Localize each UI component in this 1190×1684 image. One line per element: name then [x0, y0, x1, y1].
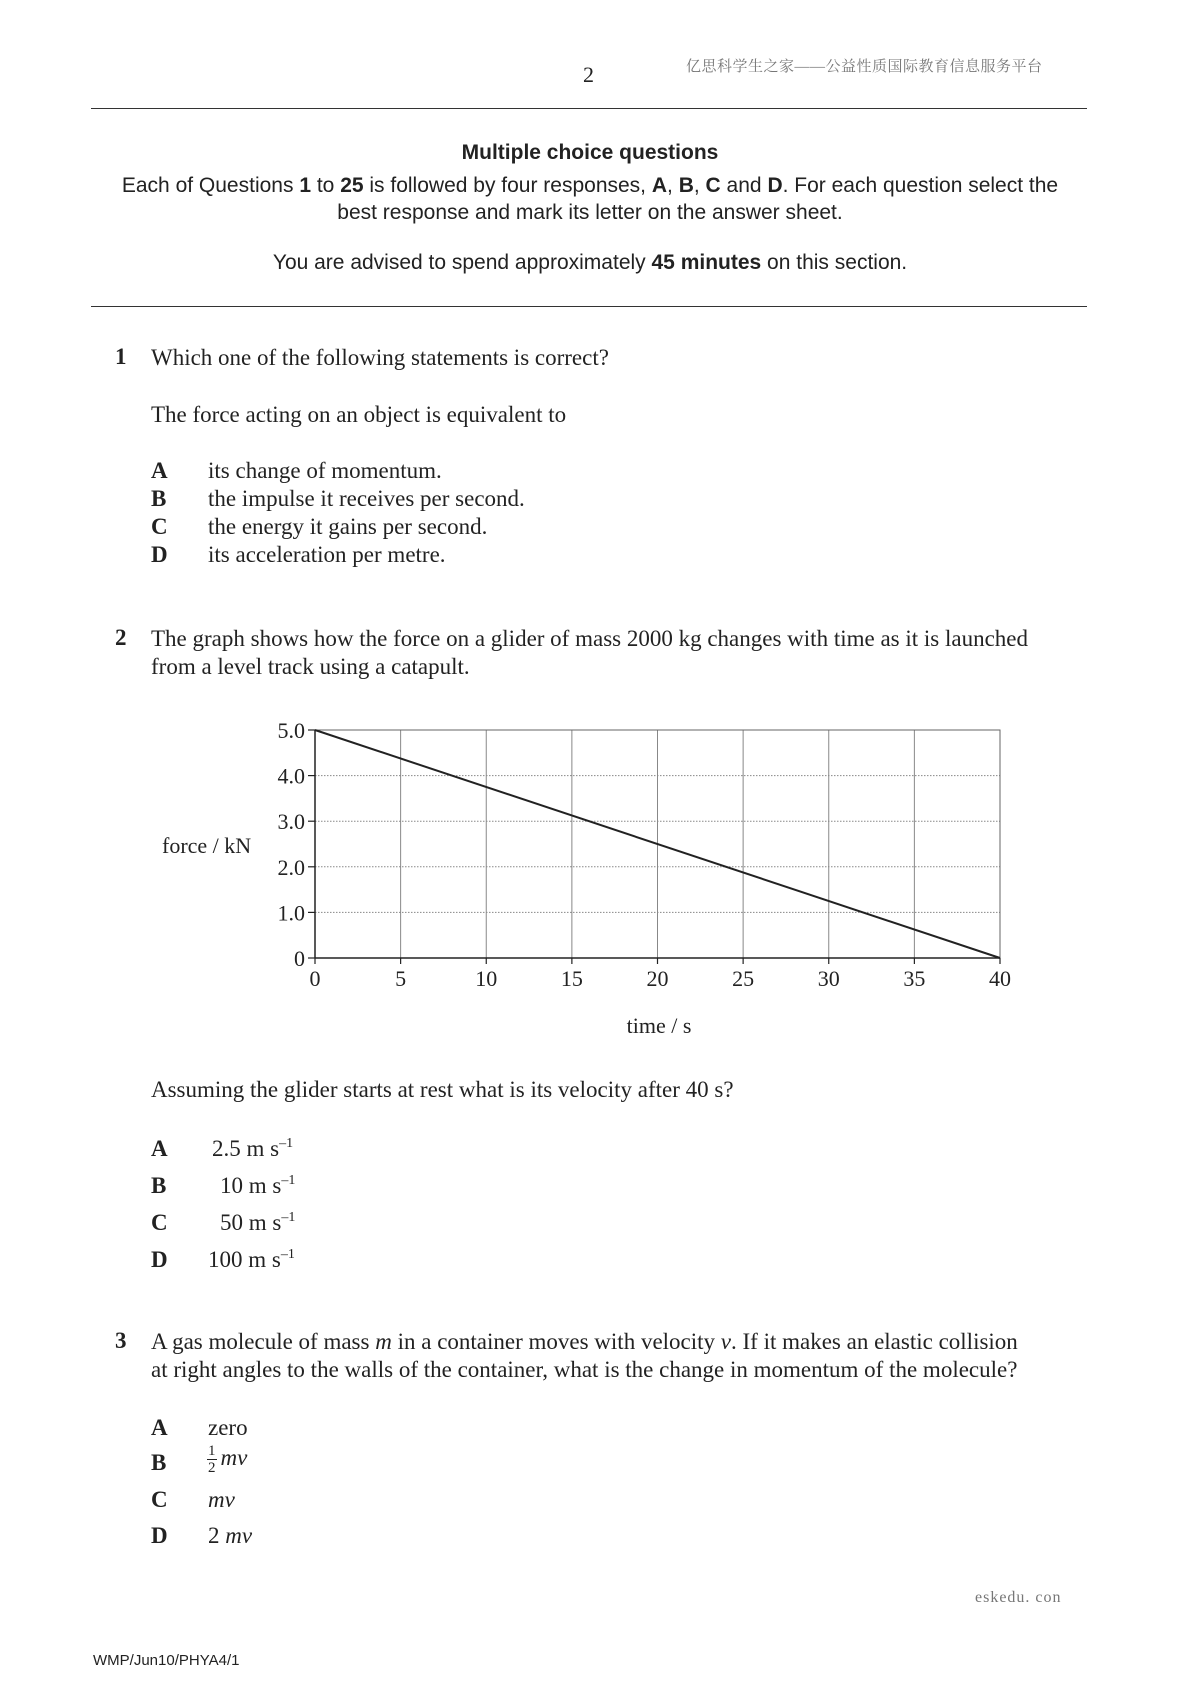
question-stem: Assuming the glider starts at rest what is its velocity after 40 s?	[151, 1077, 734, 1102]
section-advice: You are advised to spend approximately 45 minutes on this section.	[272, 251, 908, 274]
option-letter-b: B	[151, 1173, 167, 1198]
y-tick-label: 4.0	[277, 763, 305, 789]
question-text-line-2: from a level track using a catapult.	[151, 654, 470, 679]
header-divider	[91, 108, 1087, 109]
y-tick-label: 1.0	[277, 900, 305, 926]
question-text-line-2: at right angles to the walls of the container, what is the change in momentum of the molecule?	[151, 1357, 1018, 1382]
section-title: Multiple choice questions	[461, 141, 719, 164]
option-text-d: 2 mv	[208, 1523, 253, 1548]
question-number: 2	[115, 625, 127, 650]
x-tick-label: 5	[395, 966, 407, 991]
option-text-b: the impulse it receives per second.	[208, 486, 525, 511]
question-number: 1	[115, 344, 127, 369]
section-divider	[91, 306, 1087, 307]
x-tick-label: 20	[646, 966, 669, 991]
option-text-a: its change of momentum.	[208, 458, 442, 483]
option-letter-c: C	[151, 1210, 168, 1235]
option-text-d: its acceleration per metre.	[208, 542, 446, 567]
x-tick-label: 15	[560, 966, 583, 991]
option-letter-d: D	[151, 542, 168, 567]
option-letter-c: C	[151, 514, 168, 539]
option-text-a: zero	[208, 1415, 248, 1440]
paper-code: WMP/Jun10/PHYA4/1	[93, 1652, 240, 1669]
y-tick-label: 3.0	[277, 809, 305, 835]
option-letter-b: B	[151, 486, 167, 511]
option-letter-a: A	[151, 1136, 168, 1161]
section-instruction: Each of Questions 1 to 25 is followed by four responses, A, B, C and D. For each question select the best response and mark its letter on the answer sheet.	[121, 174, 1059, 224]
option-letter-d: D	[151, 1247, 168, 1272]
option-letter-c: C	[151, 1487, 168, 1512]
option-letter-a: A	[151, 458, 168, 483]
option-value-a: 2.5 m $s^{-1}$	[212, 1136, 294, 1161]
site-watermark: eskedu. con	[975, 1589, 1062, 1606]
x-tick-label: 35	[903, 966, 926, 991]
chart-ticks	[278, 718, 1012, 991]
question-text-line-1: The graph shows how the force on a glider of mass 2000 kg changes with time as it is launched	[151, 626, 1028, 651]
x-tick-label: 0	[309, 966, 321, 991]
x-tick-label: 10	[475, 966, 498, 991]
question-text-line-1: A gas molecule of mass m in a container moves with velocity v. If it makes an elastic collision	[151, 1329, 1018, 1354]
y-tick-label: 0	[294, 946, 305, 971]
y-axis-label: force / kN	[162, 833, 252, 858]
option-value-c: 50 m $s^{-1}$	[220, 1210, 296, 1235]
x-tick-label: 25	[732, 966, 755, 991]
y-tick-label: 5.0	[277, 718, 305, 743]
x-axis-label: time / s	[626, 1013, 692, 1038]
fraction-half: $\frac{1}{2}$	[208, 1443, 216, 1476]
question-text: Which one of the following statements is correct?	[151, 345, 609, 370]
question-stem: The force acting on an object is equivalent to	[151, 402, 567, 427]
page-number: 2	[583, 62, 594, 87]
force-time-chart	[150, 715, 1030, 1045]
y-tick-label: 2.0	[277, 854, 305, 880]
x-tick-label: 30	[817, 966, 840, 991]
option-text-b: $\frac{1}{2}$ mv	[208, 1443, 248, 1476]
question-number: 3	[115, 1328, 127, 1353]
option-value-d: 100 m $s^{-1}$	[208, 1247, 295, 1272]
option-letter-b: B	[151, 1450, 167, 1475]
option-text-c: mv	[208, 1487, 235, 1512]
option-letter-d: D	[151, 1523, 168, 1548]
option-text-c: the energy it gains per second.	[208, 514, 488, 539]
option-value-b: 10 m $s^{-1}$	[220, 1173, 296, 1198]
watermark: 亿思科学生之家——公益性质国际教育信息服务平台	[686, 59, 1043, 75]
option-letter-a: A	[151, 1415, 168, 1440]
x-tick-label: 40	[989, 966, 1011, 991]
